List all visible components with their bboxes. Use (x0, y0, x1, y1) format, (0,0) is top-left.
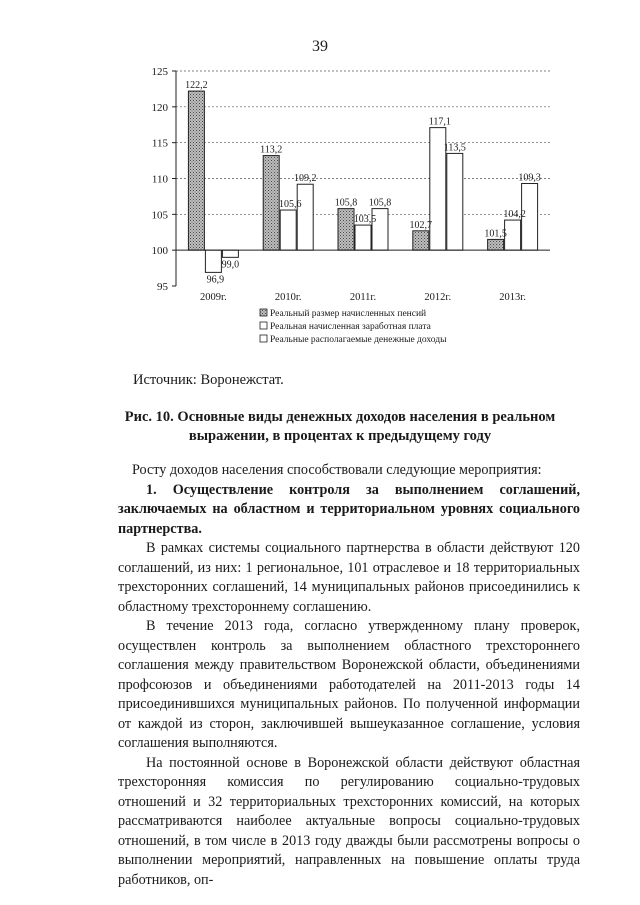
x-tick-label: 2010г. (274, 292, 302, 303)
income-bar-chart (130, 58, 580, 358)
x-tick-label: 2012г. (424, 292, 452, 303)
page-number: 39 (312, 38, 328, 55)
bar-1-4 (413, 231, 429, 250)
bar-1-5 (488, 239, 504, 250)
x-tick-label: 2011г. (349, 292, 377, 303)
data-label: 105,8 (334, 197, 358, 209)
legend-label: Реальный размер начисленных пенсий (270, 309, 427, 319)
data-label: 103,5 (353, 214, 377, 226)
bar-2-2 (280, 210, 296, 250)
y-tick-label: 115 (151, 137, 168, 150)
body-paragraph: На постоянной основе в Воронежской области действуют областная трехсторонняя комиссия по регулированию социально-трудовых отношений и 32 территориальных трехсторонних комиссий, на которых рассматриваются наиболее актуальные вопросы социально-трудовых отношений, в том числе в 2013 году дважды были рассмотрены вопросы о выполнении мероприятий, направленных на повышение оплаты труда работников, оп- (118, 754, 580, 888)
body-paragraph: В течение 2013 года, согласно утвержденному плану проверок, осуществлен контроль за выполнением областного трехстороннего соглашения между правительством Воронежской области, объединениями профсоюзов и объединениями работодателей на 2011-2013 годы 14 присоединившихся муниципальных районов. По полученной информации от каждой из сторон, заключившей вышеуказанное соглашение, условия соглашения выполняются. (118, 618, 580, 751)
legend-swatch (260, 322, 267, 329)
bar-2-5 (505, 220, 521, 250)
bar-1-2 (263, 156, 279, 251)
bar-3-1 (222, 250, 238, 257)
data-label: 105,6 (278, 199, 302, 211)
bar-1-1 (188, 91, 204, 250)
y-tick-label: 110 (151, 173, 168, 186)
bar-2-1 (205, 250, 221, 272)
y-tick-label: 100 (151, 245, 168, 258)
legend-label: Реальная начисленная заработная плата (270, 322, 431, 332)
bar-3-2 (297, 184, 313, 250)
y-tick-label: 125 (151, 66, 168, 78)
bar-2-3 (355, 225, 371, 250)
data-label: 105,8 (368, 197, 392, 209)
y-tick-label: 105 (151, 209, 168, 222)
section-heading: 1. Осуществление контроля за выполнением соглашений, заключаемых на областном и территориальном уровнях социального партнерства. (118, 481, 580, 537)
legend-swatch (260, 335, 267, 342)
data-label: 96,9 (206, 274, 225, 286)
data-label: 113,2 (260, 144, 283, 156)
y-tick-label: 120 (151, 101, 168, 114)
body-text (118, 461, 580, 890)
x-tick-label: 2013г. (499, 292, 526, 303)
data-label: 109,3 (518, 172, 541, 184)
data-label: 104,2 (503, 209, 526, 221)
source-note: Источник: Воронежстат. (133, 372, 284, 388)
figure-caption: Рис. 10. Основные виды денежных доходов населения в реальном выражении, в процентах к предыдущему году (124, 409, 556, 444)
y-tick-label: 95 (157, 281, 168, 293)
data-label: 109,2 (293, 173, 317, 185)
data-label: 122,2 (185, 80, 208, 92)
body-paragraph: В рамках системы социального партнерства в области действуют 120 соглашений, из них: 1 региональное, 101 отраслевое и 18 территориальных трехсторонних соглашений, 14 муниципальных районов присоединились к областному трехстороннему соглашению. (118, 540, 580, 615)
legend-label: Реальные располагаемые денежные доходы (270, 335, 447, 345)
legend-swatch (260, 309, 267, 316)
data-label: 113,5 (443, 142, 466, 154)
data-label: 101,5 (484, 228, 507, 240)
data-label: 102,7 (409, 219, 433, 231)
x-tick-label: 2009г. (200, 292, 227, 303)
data-label: 117,1 (428, 116, 451, 128)
bar-3-4 (447, 153, 463, 250)
bar-1-3 (338, 209, 354, 251)
intro-paragraph: Росту доходов населения способствовали следующие мероприятия: (132, 462, 542, 478)
data-label: 99,0 (221, 259, 240, 271)
